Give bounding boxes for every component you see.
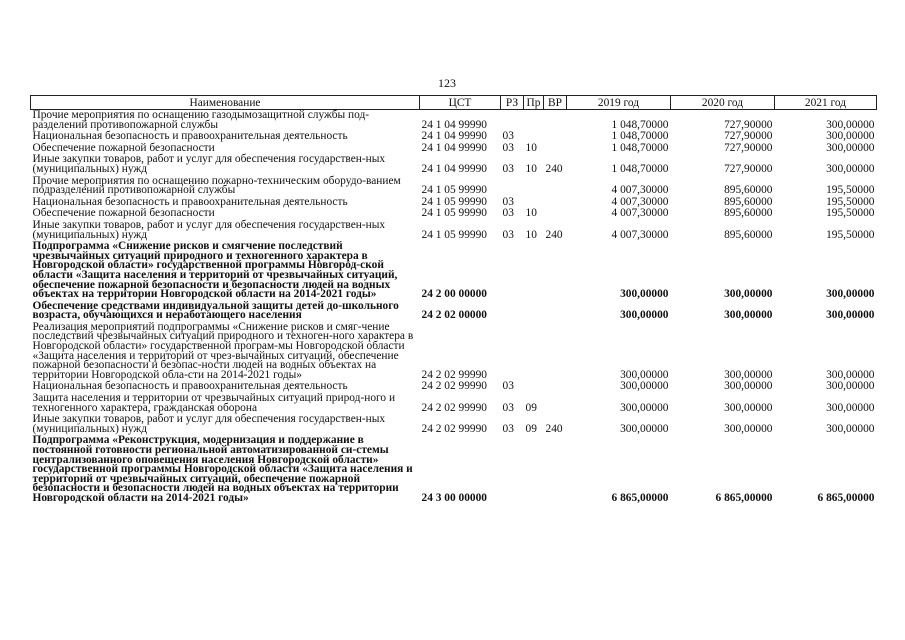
row-2021: 300,00000 bbox=[826, 422, 875, 435]
row-pr: 10 bbox=[525, 228, 537, 241]
row-pr: 10 bbox=[525, 207, 537, 220]
table-header bbox=[31, 96, 877, 110]
row-rz bbox=[501, 322, 524, 382]
row-2021: 300,00000 bbox=[826, 288, 875, 301]
row-rz: 03 bbox=[502, 162, 514, 175]
row-rz bbox=[501, 110, 524, 132]
row-cst: 24 1 04 99990 bbox=[421, 118, 487, 131]
row-pr bbox=[524, 322, 544, 382]
row-2019: 300,00000 bbox=[620, 380, 669, 393]
table-row bbox=[31, 301, 877, 322]
row-name: Обеспечение пожарной безопасности bbox=[32, 207, 215, 220]
row-2019: 6 865,00000 bbox=[611, 491, 669, 504]
row-2021: 300,00000 bbox=[826, 380, 875, 393]
row-cst: 24 2 00 00000 bbox=[421, 288, 487, 301]
row-2021: 300,00000 bbox=[826, 130, 875, 143]
row-vr bbox=[544, 381, 567, 393]
row-rz: 03 bbox=[502, 380, 514, 393]
row-rz: 03 bbox=[502, 130, 514, 143]
row-2020: 727,90000 bbox=[724, 162, 773, 175]
row-vr bbox=[544, 301, 567, 322]
row-2019: 300,00000 bbox=[620, 309, 669, 322]
row-2020: 895,60000 bbox=[724, 184, 773, 197]
row-vr bbox=[544, 393, 567, 414]
row-2020: 300,00000 bbox=[724, 380, 773, 393]
row-name: Национальная безопасность и правоохранительная деятельность bbox=[32, 195, 348, 208]
table-row bbox=[31, 393, 877, 414]
row-rz: 03 bbox=[502, 141, 514, 154]
row-name: Иные закупки товаров, работ и услуг для обеспечения государствен-ных (муниципальных) нужд bbox=[32, 153, 386, 175]
row-pr bbox=[524, 110, 544, 132]
table-row bbox=[31, 154, 877, 175]
row-cst: 24 2 02 99990 bbox=[421, 401, 487, 414]
row-rz: 03 bbox=[502, 195, 514, 208]
row-name: Иные закупки товаров, работ и услуг для обеспечения государствен-ных (муниципальных) нужд bbox=[32, 413, 386, 435]
row-cst: 24 1 05 99990 bbox=[421, 228, 487, 241]
row-cst: 24 3 00 00000 bbox=[421, 491, 487, 504]
row-2020: 727,90000 bbox=[724, 118, 773, 131]
row-name: Прочие мероприятия по оснащению пожарно-техническим оборудо-ванием подразделений противопожарной службы bbox=[32, 174, 401, 197]
row-pr bbox=[524, 301, 544, 322]
row-name: Иные закупки товаров, работ и услуг для обеспечения государствен-ных (муниципальных) нужд bbox=[32, 218, 386, 241]
row-name: Национальная безопасность и правоохранительная деятельность bbox=[32, 130, 348, 143]
header-vr: ВР bbox=[544, 96, 567, 110]
row-2021: 300,00000 bbox=[826, 309, 875, 322]
table-row bbox=[31, 176, 877, 197]
header-2021: 2021 год bbox=[775, 96, 877, 110]
row-vr bbox=[544, 176, 567, 197]
row-2019: 300,00000 bbox=[620, 288, 669, 301]
row-pr bbox=[524, 381, 544, 393]
row-cst: 24 1 04 99990 bbox=[421, 141, 487, 154]
row-2020: 300,00000 bbox=[724, 401, 773, 414]
row-2021: 300,00000 bbox=[826, 141, 875, 154]
row-2019: 1 048,70000 bbox=[611, 162, 669, 175]
row-2021: 6 865,00000 bbox=[817, 491, 875, 504]
table-body bbox=[31, 110, 877, 505]
row-2019: 1 048,70000 bbox=[611, 118, 669, 131]
row-2019: 300,00000 bbox=[620, 368, 669, 381]
row-rz bbox=[501, 301, 524, 322]
row-cst: 24 1 04 99990 bbox=[421, 130, 487, 143]
row-name: Подпрограмма «Снижение рисков и смягчение последствий чрезвычайных ситуаций природного и техногенного характера в Новгородской области» государственной программы Новгород-ской области «Защита населения и территорий от чрезвычайных ситуаций, обеспечение пожарной безопасности и безопасности людей на водных объектах на территории Новгородской области на 2014-2021 годы» bbox=[32, 240, 398, 301]
row-rz bbox=[501, 241, 524, 301]
row-2020: 300,00000 bbox=[724, 422, 773, 435]
row-2020: 727,90000 bbox=[724, 141, 773, 154]
table-row bbox=[31, 322, 877, 382]
row-vr: 240 bbox=[545, 228, 563, 241]
row-pr bbox=[524, 435, 544, 504]
row-2019: 4 007,30000 bbox=[611, 195, 669, 208]
row-2021: 300,00000 bbox=[826, 401, 875, 414]
row-cst: 24 2 02 00000 bbox=[421, 309, 487, 322]
row-name: Реализация мероприятий подпрограммы «Снижение рисков и смяг-чение последствий чрезвычайных ситуаций природного и техноген-ного характера в Новгородской области» государственной програм-мы Новгородской области «Защита населения и территорий от чрез-вычайных ситуаций, обеспечение пожарной безопасности и безопас-ности людей на водных объектах на территории Новгородской обла-сти на 2014-2021 годы» bbox=[32, 320, 414, 381]
row-2020: 300,00000 bbox=[724, 288, 773, 301]
row-pr bbox=[524, 176, 544, 197]
row-2020: 895,60000 bbox=[724, 207, 773, 220]
header-cst: ЦСТ bbox=[420, 96, 501, 110]
row-2019: 4 007,30000 bbox=[611, 228, 669, 241]
row-name: Прочие мероприятия по оснащению газодымозащитной службы под-разделений противопожарной службы bbox=[32, 109, 370, 131]
table-row bbox=[31, 435, 877, 504]
row-pr: 10 bbox=[525, 162, 537, 175]
row-2020: 895,60000 bbox=[724, 228, 773, 241]
row-2021: 195,50000 bbox=[826, 195, 875, 208]
row-2020: 300,00000 bbox=[724, 309, 773, 322]
row-rz: 03 bbox=[502, 422, 514, 435]
row-vr bbox=[544, 241, 567, 301]
row-vr: 240 bbox=[545, 422, 563, 435]
row-cst: 24 1 05 99990 bbox=[421, 184, 487, 197]
row-2021: 300,00000 bbox=[826, 118, 875, 131]
row-pr: 10 bbox=[525, 141, 537, 154]
row-cst: 24 2 02 99990 bbox=[421, 368, 487, 381]
row-cst: 24 1 05 99990 bbox=[421, 207, 487, 220]
row-name: Обеспечение пожарной безопасности bbox=[32, 141, 215, 154]
row-2021: 300,00000 bbox=[826, 162, 875, 175]
row-name: Обеспечение средствами индивидуальной защиты детей до-школьного возраста, обучающихся и неработающего населения bbox=[32, 299, 399, 322]
row-rz: 03 bbox=[502, 207, 514, 220]
row-rz bbox=[501, 435, 524, 504]
header-name: Наименование bbox=[31, 96, 420, 110]
row-cst: 24 2 02 99990 bbox=[421, 422, 487, 435]
row-2021: 300,00000 bbox=[826, 368, 875, 381]
row-pr: 09 bbox=[525, 422, 537, 435]
row-2019: 4 007,30000 bbox=[611, 184, 669, 197]
row-2019: 1 048,70000 bbox=[611, 130, 669, 143]
row-pr bbox=[524, 241, 544, 301]
row-name: Подпрограмма «Реконструкция, модернизация и поддержание в постоянной готовности региональной автоматизированной си-стемы централизованного оповещения населения Новгородской области» государственной программы Новгородской области «Защита населения и территорий от чрезвычайных ситуаций, обеспечение пожарной безопасности и безопасности людей на водных объектах на территории Новгородской области на 2014-2021 годы» bbox=[32, 434, 413, 504]
row-vr bbox=[544, 197, 567, 209]
row-cst: 24 2 02 99990 bbox=[421, 380, 487, 393]
page-number: 123 bbox=[438, 76, 456, 90]
row-vr bbox=[544, 322, 567, 382]
row-vr: 240 bbox=[545, 162, 563, 175]
row-rz: 03 bbox=[502, 401, 514, 414]
row-vr bbox=[544, 131, 567, 143]
row-vr bbox=[544, 208, 567, 220]
row-2020: 6 865,00000 bbox=[715, 491, 773, 504]
row-cst: 24 1 05 99990 bbox=[421, 195, 487, 208]
row-2019: 300,00000 bbox=[620, 401, 669, 414]
row-2020: 727,90000 bbox=[724, 130, 773, 143]
header-2020: 2020 год bbox=[671, 96, 775, 110]
row-name: Национальная безопасность и правоохранительная деятельность bbox=[32, 380, 348, 393]
row-pr: 09 bbox=[525, 401, 537, 414]
table-row bbox=[31, 110, 877, 132]
row-2019: 4 007,30000 bbox=[611, 207, 669, 220]
row-rz bbox=[501, 176, 524, 197]
row-rz: 03 bbox=[502, 228, 514, 241]
header-2019: 2019 год bbox=[567, 96, 671, 110]
row-vr bbox=[544, 435, 567, 504]
budget-table bbox=[30, 95, 877, 505]
row-cst: 24 1 04 99990 bbox=[421, 162, 487, 175]
header-pr: Пр bbox=[524, 96, 544, 110]
row-2021: 195,50000 bbox=[826, 207, 875, 220]
header-rz: РЗ bbox=[501, 96, 524, 110]
table-row bbox=[31, 241, 877, 301]
row-2019: 1 048,70000 bbox=[611, 141, 669, 154]
row-2020: 300,00000 bbox=[724, 368, 773, 381]
table-row bbox=[31, 414, 877, 435]
table-row bbox=[31, 220, 877, 241]
row-2019: 300,00000 bbox=[620, 422, 669, 435]
row-2021: 195,50000 bbox=[826, 184, 875, 197]
row-name: Защита населения и территории от чрезвычайных ситуаций природ-ного и техногенного характера, гражданская оборона bbox=[32, 392, 396, 414]
row-2021: 195,50000 bbox=[826, 228, 875, 241]
row-2020: 895,60000 bbox=[724, 195, 773, 208]
row-vr bbox=[544, 110, 567, 132]
row-vr bbox=[544, 143, 567, 155]
